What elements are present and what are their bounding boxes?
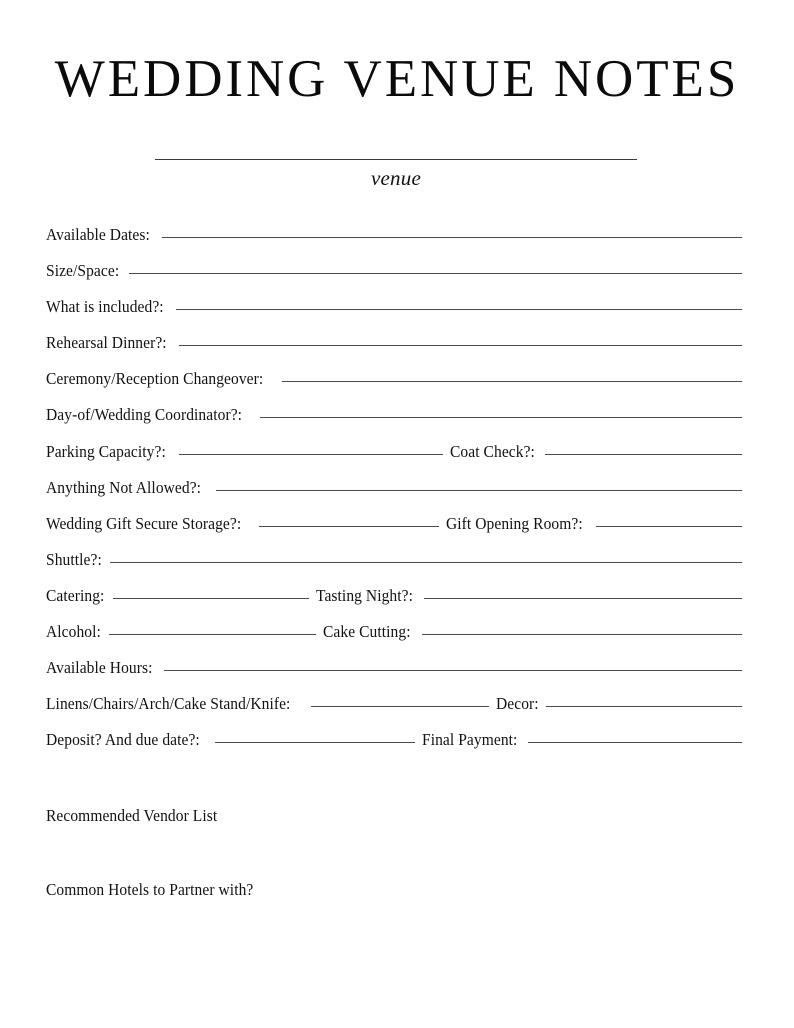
field-label: What is included?: bbox=[46, 297, 164, 317]
field-label: Alcohol: bbox=[46, 622, 101, 642]
field-write-in-line[interactable] bbox=[110, 562, 742, 563]
field-write-in-line-secondary[interactable] bbox=[528, 742, 742, 743]
field-label: Size/Space: bbox=[46, 261, 120, 281]
field-write-in-line-secondary[interactable] bbox=[596, 526, 742, 527]
field-label-secondary: Tasting Night?: bbox=[316, 585, 414, 605]
field-write-in-line[interactable] bbox=[282, 381, 742, 382]
field-label: Deposit? And due date?: bbox=[46, 730, 200, 750]
field-write-in-line[interactable] bbox=[129, 273, 742, 274]
form-row bbox=[46, 478, 742, 514]
field-write-in-line[interactable] bbox=[259, 526, 439, 527]
field-label: Catering: bbox=[46, 585, 105, 605]
form-row bbox=[46, 694, 742, 730]
field-label-secondary: Decor: bbox=[496, 694, 539, 714]
form-row bbox=[46, 297, 742, 333]
form-row bbox=[46, 550, 742, 586]
note-common-hotels: Common Hotels to Partner with? bbox=[46, 880, 254, 899]
field-label-secondary: Coat Check?: bbox=[449, 441, 535, 461]
venue-divider bbox=[155, 159, 637, 160]
field-label: Anything Not Allowed?: bbox=[46, 477, 202, 497]
form-row bbox=[46, 405, 742, 441]
form-row bbox=[46, 442, 742, 478]
venue-notes-form bbox=[46, 225, 742, 766]
field-write-in-line[interactable] bbox=[260, 417, 742, 418]
form-row bbox=[46, 369, 742, 405]
field-write-in-line[interactable] bbox=[109, 634, 316, 635]
field-write-in-line[interactable] bbox=[113, 598, 309, 599]
field-label: Parking Capacity?: bbox=[46, 441, 166, 461]
note-recommended-vendor-list: Recommended Vendor List bbox=[46, 806, 218, 825]
field-label: Ceremony/Reception Changeover: bbox=[46, 369, 264, 389]
field-write-in-line[interactable] bbox=[311, 706, 489, 707]
field-label: Available Dates: bbox=[46, 225, 150, 244]
field-label: Wedding Gift Secure Storage?: bbox=[46, 513, 242, 533]
form-row bbox=[46, 225, 742, 261]
field-write-in-line[interactable] bbox=[179, 345, 742, 346]
field-write-in-line[interactable] bbox=[216, 490, 742, 491]
venue-subtitle: venue bbox=[370, 166, 421, 190]
field-write-in-line-secondary[interactable] bbox=[424, 598, 742, 599]
field-write-in-line[interactable] bbox=[176, 309, 742, 310]
field-write-in-line[interactable] bbox=[162, 237, 742, 238]
form-row bbox=[46, 658, 742, 694]
field-label: Available Hours: bbox=[46, 658, 153, 678]
form-row bbox=[46, 622, 742, 658]
form-row bbox=[46, 333, 742, 369]
field-label: Day-of/Wedding Coordinator?: bbox=[46, 405, 243, 425]
page-title: WEDDING VENUE NOTES bbox=[54, 50, 740, 108]
form-row bbox=[46, 730, 742, 766]
form-row bbox=[46, 261, 742, 297]
field-label-secondary: Final Payment: bbox=[421, 730, 518, 750]
field-label: Rehearsal Dinner?: bbox=[46, 333, 167, 353]
field-write-in-line-secondary[interactable] bbox=[545, 454, 742, 455]
field-write-in-line-secondary[interactable] bbox=[546, 706, 742, 707]
field-write-in-line[interactable] bbox=[164, 670, 742, 671]
field-label-secondary: Cake Cutting: bbox=[323, 622, 412, 642]
field-write-in-line[interactable] bbox=[179, 454, 443, 455]
form-row bbox=[46, 586, 742, 622]
field-label-secondary: Gift Opening Room?: bbox=[445, 513, 583, 533]
field-write-in-line[interactable] bbox=[215, 742, 415, 743]
field-write-in-line-secondary[interactable] bbox=[422, 634, 742, 635]
form-row bbox=[46, 514, 742, 550]
field-label: Shuttle?: bbox=[46, 549, 102, 569]
field-label: Linens/Chairs/Arch/Cake Stand/Knife: bbox=[46, 694, 291, 714]
